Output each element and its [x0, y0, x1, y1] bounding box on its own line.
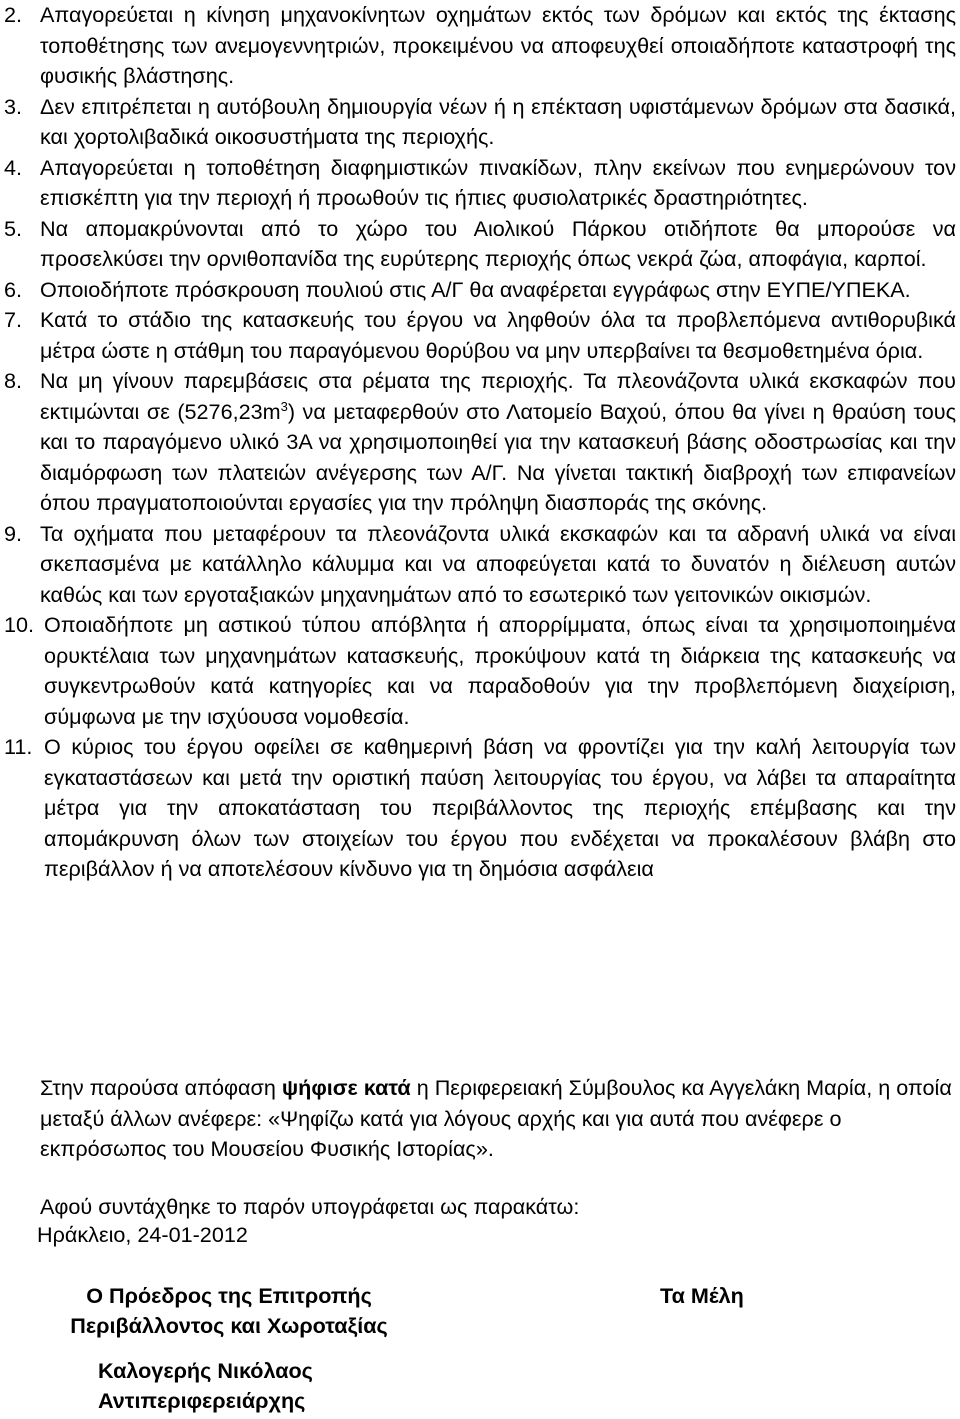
signature-intro: Αφού συντάχθηκε το παρόν υπογράφεται ως παρακάτω:	[40, 1194, 580, 1219]
item-text: Κατά το στάδιο της κατασκευής του έργου να ληφθούν όλα τα προβλεπόμενα αντιθορυβικά μέτρα ώστε η στάθμη του παραγόμενου θορύβου να μην υπερβαίνει τα θεσμοθετημένα όρια.	[40, 307, 956, 363]
item-number: 10.	[4, 612, 35, 637]
item-text: Ο κύριος του έργου οφείλει σε καθημερινή βάση να φροντίζει για την καλή λειτουργία των εγκαταστάσεων και μετά την οριστική παύση λειτουργίας του έργου, να λάβει τα απαραίτητα μέτρα για την αποκατάσταση του περιβάλλοντος της περιοχής επέμβασης και την απομάκρυνση όλων των στοιχείων του έργου που ενδέχεται να προκαλέσουν βλάβη στο περιβάλλον ή να αποτελέσουν κίνδυνο για τη δημόσια ασφάλεια	[44, 734, 956, 881]
date-line: Ηράκλειο, 24-01-2012	[37, 1222, 248, 1247]
item-number: 11.	[4, 734, 33, 759]
list-item	[4, 366, 956, 519]
item-number: 6.	[4, 276, 23, 302]
list-item	[4, 92, 956, 153]
signer-block	[98, 1356, 313, 1416]
item-text	[40, 366, 956, 519]
item-number: 4.	[4, 154, 23, 180]
members-label: Τα Μέλη	[660, 1283, 744, 1308]
conditions-list	[4, 0, 956, 885]
president-block	[34, 1281, 424, 1341]
president-line: Ο Πρόεδρος της Επιτροπής	[86, 1283, 372, 1308]
item-text: Οποιοδήποτε πρόσκρουση πουλιού στις Α/Γ θα αναφέρεται εγγράφως στην ΕΥΠΕ/ΥΠΕΚΑ.	[40, 276, 911, 302]
item-number: 3.	[4, 93, 23, 119]
list-item	[4, 305, 956, 366]
item-number: 9.	[4, 520, 23, 546]
list-item	[4, 214, 956, 275]
item-number: 5.	[4, 215, 23, 241]
item-text: Απαγορεύεται η τοποθέτηση διαφημιστικών πινακίδων, πλην εκείνων που ενημερώνουν τον επισκέπτη για την περιοχή ή προωθούν τις ήπιες φυσιολατρικές δραστηριότητες.	[40, 154, 956, 210]
item-text: Απαγορεύεται η κίνηση μηχανοκίνητων οχημάτων εκτός των δρόμων και εκτός της έκτασης τοποθέτησης των ανεμογεννητριών, προκειμένου να αποφευχθεί οποιαδήποτε καταστροφή της φυσικής βλάστησης.	[40, 2, 956, 88]
item-text: Δεν επιτρέπεται η αυτόβουλη δημιουργία νέων ή η επέκταση υφιστάμενων δρόμων στα δασικά, και χορτολιβαδικά οικοσυστήματα της περιοχής.	[40, 93, 956, 149]
list-item	[4, 0, 956, 92]
list-item	[4, 610, 956, 732]
vote-paragraph	[40, 1073, 956, 1165]
item-text: Οποιαδήποτε μη αστικού τύπου απόβλητα ή απορρίμματα, όπως είναι τα χρησιμοποιημένα ορυκτέλαια των μηχανημάτων κατασκευής, προκύψουν κατά τη διάρκεια της κατασκευής να συγκεντρωθούν κατά κατηγορίες και να παραδοθούν για την προβλεπόμενη διαχείριση, σύμφωνα με την ισχύουσα νομοθεσία.	[44, 612, 956, 729]
item-text: Να απομακρύνονται από το χώρο του Αιολικού Πάρκου οτιδήποτε θα μπορούσε να προσελκύσει την ορνιθοπανίδα της ευρύτερης περιοχής όπως νεκρά ζώα, αποφάγια, καρποί.	[40, 215, 956, 271]
vote-bold-text: ψήφισε κατά	[281, 1075, 411, 1100]
signer-title: Αντιπεριφερειάρχης	[98, 1388, 306, 1413]
list-item	[4, 519, 956, 611]
item-number: 8.	[4, 368, 23, 393]
item-number: 7.	[4, 307, 23, 332]
signer-name: Καλογερής Νικόλαος	[98, 1358, 313, 1383]
vote-text: η Περιφερειακή Σύμβουλος κα Αγγελάκη Μαρία, η οποία μεταξύ άλλων ανέφερε: «Ψηφίζω κατά για λόγους αρχής και για αυτά που ανέφερε ο εκπρόσωπος του Μουσείου Φυσικής Ιστορίας».	[40, 1075, 952, 1161]
item-number: 2.	[4, 2, 23, 27]
list-item	[4, 153, 956, 214]
list-item	[4, 732, 956, 885]
list-item	[4, 275, 956, 306]
item-text: Τα οχήματα που μεταφέρουν τα πλεονάζοντα υλικά εκσκαφών και τα αδρανή υλικά να είναι σκεπασμένα με κατάλληλο κάλυμμα και να αποφεύγεται κατά το δυνατόν η διέλευση αυτών καθώς και των εργοταξιακών μηχανημάτων από το εσωτερικό των γειτονικών οικισμών.	[40, 520, 956, 607]
superscript: 3	[280, 398, 288, 414]
item-text-part: ) να μεταφερθούν στο Λατομείο Βαχού, όπου θα γίνει η θραύση τους και το παραγόμενο υλικό 3Α να χρησιμοποιηθεί για την κατασκευή βάσης οδοστρωσίας και την διαμόρφωση των πλατειών ανέγερσης των Α/Γ. Να γίνεται τακτική διαβροχή των επιφανείων όπου πραγματοποιούνται εργασίες για την πρόληψη διασποράς της σκόνης.	[40, 398, 956, 515]
vote-text: Στην παρούσα απόφαση	[40, 1075, 282, 1100]
president-line: Περιβάλλοντος και Χωροταξίας	[70, 1313, 388, 1338]
item-text-part: Να μη γίνουν παρεμβάσεις στα ρέματα της περιοχής. Τα πλεονάζοντα υλικά εκσκαφών που εκτιμώνται σε (5276,23m	[40, 368, 956, 424]
